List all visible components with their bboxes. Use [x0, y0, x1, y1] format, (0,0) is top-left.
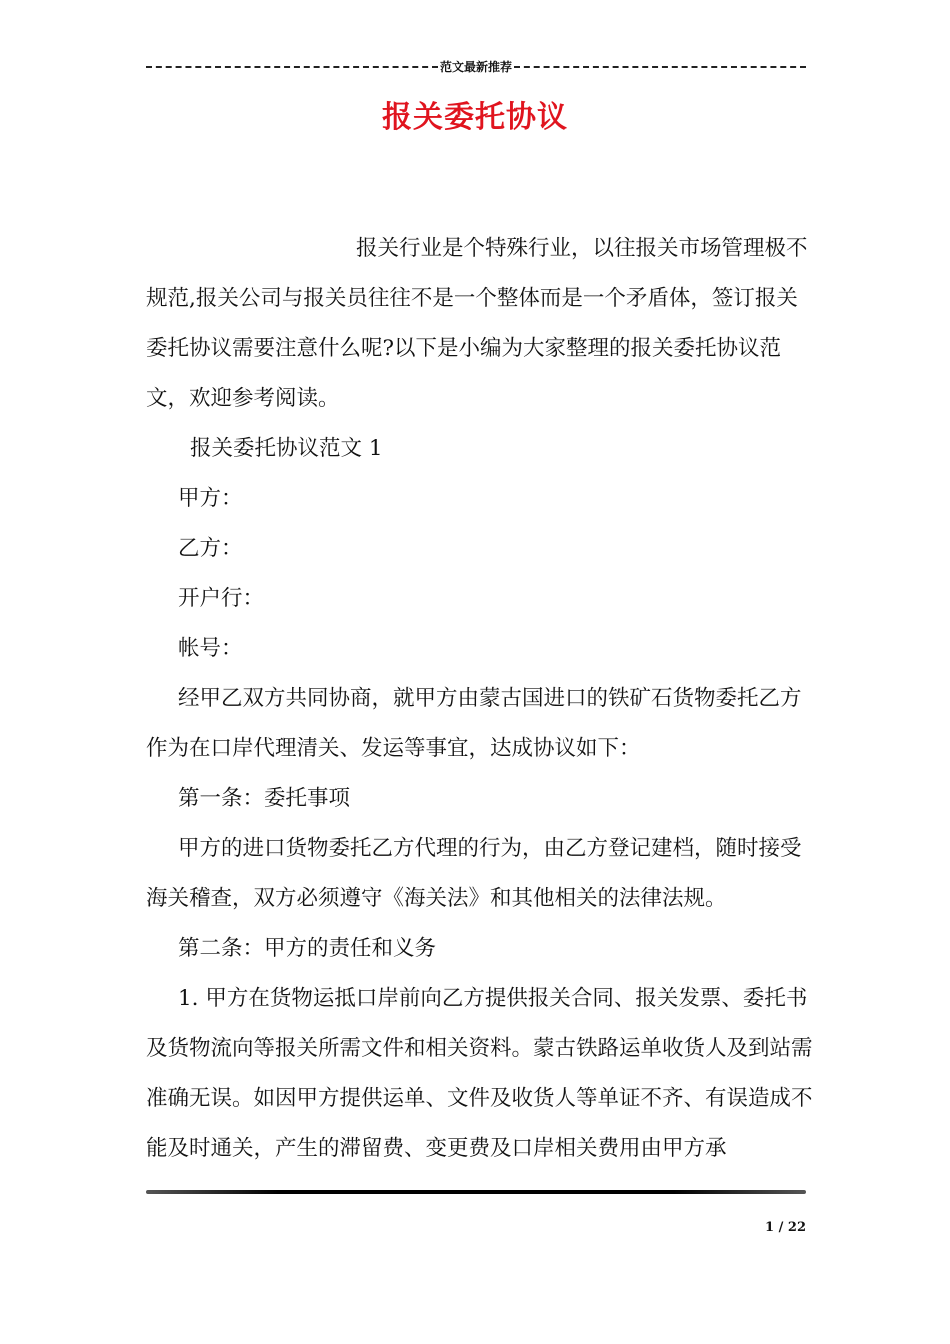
- bank-line: 开户行：: [178, 586, 265, 611]
- document-title: 报关委托协议: [382, 100, 568, 135]
- page-number: [700, 1220, 806, 1235]
- page-separator: /: [774, 1220, 788, 1235]
- article-1-title: 第一条：委托事项: [178, 786, 351, 811]
- intro-paragraph: 报关行业是个特殊行业，以往报关市场管理极不规范,报关公司与报关员往往不是一个整体而是一个矛盾体，签订报关委托协议需要注意什么呢?以下是小编为大家整理的报关委托协议范文，欢迎参考阅读。: [146, 236, 808, 411]
- article-1-text: 甲方的进口货物委托乙方代理的行为，由乙方登记建档，随时接受海关稽查，双方必须遵守《海关法》和其他相关的法律法规。: [146, 836, 802, 911]
- header-dash-right: [514, 66, 806, 68]
- party-b-line: 乙方：: [178, 536, 243, 561]
- document-body: [146, 224, 814, 1174]
- account-line: 帐号：: [178, 636, 243, 661]
- article-2-title: 第二条：甲方的责任和义务: [178, 936, 437, 961]
- footer-rule: [146, 1190, 806, 1194]
- agreement-paragraph: 经甲乙双方共同协商，就甲方由蒙古国进口的铁矿石货物委托乙方作为在口岸代理清关、发运等事宜，达成协议如下：: [146, 686, 802, 761]
- article-2-item-1: 1. 甲方在货物运抵口岸前向乙方提供报关合同、报关发票、委托书及货物流向等报关所需文件和相关资料。蒙古铁路运单收货人及到站需准确无误。如因甲方提供运单、文件及收货人等单证不齐、有误造成不能及时通关，产生的滞留费、变更费及口岸相关费用由甲方承: [146, 986, 813, 1161]
- section-title: 报关委托协议范文 1: [190, 436, 383, 461]
- header-banner-text: 范文最新推荐: [440, 60, 513, 74]
- header-banner: [146, 58, 806, 75]
- page-current: 1: [765, 1220, 775, 1235]
- header-dash-left: [146, 66, 438, 68]
- party-a-line: 甲方：: [178, 486, 243, 511]
- page-total: 22: [787, 1220, 806, 1235]
